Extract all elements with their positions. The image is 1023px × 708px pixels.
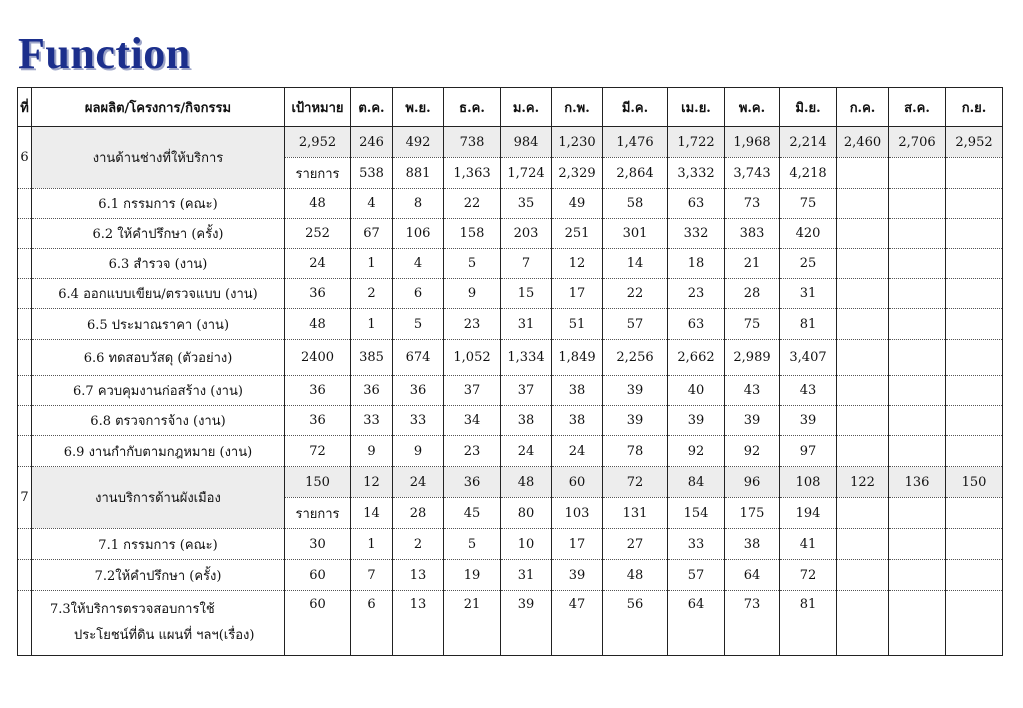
table-row: [18, 436, 1003, 467]
actual-value: [889, 158, 946, 189]
plan-value: 2,952: [946, 127, 1003, 158]
row-number-cell: [18, 376, 32, 406]
monthly-value: 2,662: [668, 340, 725, 376]
monthly-value: 34: [444, 406, 501, 436]
column-header: ต.ค.: [351, 88, 393, 127]
activity-name: 6.8 ตรวจการจ้าง (งาน): [32, 406, 285, 436]
monthly-value: 6: [351, 591, 393, 656]
column-header: ส.ค.: [889, 88, 946, 127]
section-target: 2,952: [285, 127, 351, 158]
monthly-value: 57: [603, 309, 668, 340]
monthly-value: 39: [725, 406, 780, 436]
monthly-value: 5: [393, 309, 444, 340]
monthly-value: 43: [780, 376, 837, 406]
monthly-value: 420: [780, 219, 837, 249]
plan-value: 36: [444, 467, 501, 498]
monthly-value: [837, 279, 889, 309]
plan-value: 246: [351, 127, 393, 158]
monthly-value: [837, 249, 889, 279]
monthly-value: 63: [668, 189, 725, 219]
activity-name: 6.9 งานกำกับตามกฎหมาย (งาน): [32, 436, 285, 467]
plan-value: 1,476: [603, 127, 668, 158]
plan-value: 492: [393, 127, 444, 158]
monthly-value: [946, 249, 1003, 279]
monthly-value: [889, 591, 946, 656]
monthly-value: 5: [444, 529, 501, 560]
monthly-value: [837, 189, 889, 219]
monthly-value: [837, 436, 889, 467]
monthly-value: [946, 436, 1003, 467]
actual-value: 1,363: [444, 158, 501, 189]
plan-value: 1,230: [552, 127, 603, 158]
monthly-value: [889, 529, 946, 560]
activity-name: 6.4 ออกแบบเขียน/ตรวจแบบ (งาน): [32, 279, 285, 309]
monthly-value: 38: [725, 529, 780, 560]
monthly-value: 40: [668, 376, 725, 406]
monthly-value: 36: [393, 376, 444, 406]
activity-name-line: ประโยชน์ที่ดิน แผนที่ ฯลฯ(เรื่อง): [74, 628, 255, 643]
monthly-value: 3,407: [780, 340, 837, 376]
table-row: [18, 219, 1003, 249]
monthly-value: 78: [603, 436, 668, 467]
monthly-value: 2,989: [725, 340, 780, 376]
plan-value: 96: [725, 467, 780, 498]
plan-value: 122: [837, 467, 889, 498]
monthly-value: 18: [668, 249, 725, 279]
column-header: มิ.ย.: [780, 88, 837, 127]
monthly-value: 1: [351, 309, 393, 340]
actual-value: 538: [351, 158, 393, 189]
activity-target: 30: [285, 529, 351, 560]
column-header: พ.ย.: [393, 88, 444, 127]
monthly-value: [946, 189, 1003, 219]
monthly-value: 97: [780, 436, 837, 467]
actual-value: 14: [351, 498, 393, 529]
activity-name: 6.7 ควบคุมงานก่อสร้าง (งาน): [32, 376, 285, 406]
activity-target: 36: [285, 279, 351, 309]
monthly-value: 33: [668, 529, 725, 560]
row-number-cell: [18, 309, 32, 340]
actual-value: 2,864: [603, 158, 668, 189]
monthly-value: 17: [552, 279, 603, 309]
table-row: [18, 529, 1003, 560]
column-header: ผลผลิต/โครงการ/กิจกรรม: [32, 88, 285, 127]
actual-value: 45: [444, 498, 501, 529]
column-header: ที่: [18, 88, 32, 127]
monthly-value: 38: [501, 406, 552, 436]
monthly-value: [837, 309, 889, 340]
plan-value: 984: [501, 127, 552, 158]
monthly-value: 14: [603, 249, 668, 279]
monthly-value: 2: [351, 279, 393, 309]
actual-value: 3,332: [668, 158, 725, 189]
monthly-value: 27: [603, 529, 668, 560]
monthly-value: [889, 436, 946, 467]
monthly-value: 158: [444, 219, 501, 249]
monthly-value: 56: [603, 591, 668, 656]
actual-value: 1,724: [501, 158, 552, 189]
monthly-value: 38: [552, 406, 603, 436]
activity-name: 6.6 ทดสอบวัสดุ (ตัวอย่าง): [32, 340, 285, 376]
monthly-value: 5: [444, 249, 501, 279]
monthly-value: 37: [444, 376, 501, 406]
monthly-value: [837, 376, 889, 406]
monthly-value: 10: [501, 529, 552, 560]
monthly-value: 37: [501, 376, 552, 406]
row-number-cell: [18, 436, 32, 467]
column-header: ม.ค.: [501, 88, 552, 127]
monthly-value: [946, 560, 1003, 591]
monthly-value: 4: [393, 249, 444, 279]
monthly-value: 7: [501, 249, 552, 279]
activity-target: 72: [285, 436, 351, 467]
monthly-value: 75: [725, 309, 780, 340]
monthly-value: 57: [668, 560, 725, 591]
monthly-value: 38: [552, 376, 603, 406]
activity-target: 24: [285, 249, 351, 279]
monthly-value: 72: [780, 560, 837, 591]
monthly-value: 1: [351, 249, 393, 279]
section-number: 7: [18, 467, 32, 529]
plan-value: 1,722: [668, 127, 725, 158]
row-number-cell: [18, 219, 32, 249]
monthly-value: [889, 560, 946, 591]
section-row: [18, 467, 1003, 498]
monthly-value: [889, 249, 946, 279]
monthly-value: 1,849: [552, 340, 603, 376]
activity-name: 6.5 ประมาณราคา (งาน): [32, 309, 285, 340]
activity-target: 36: [285, 376, 351, 406]
actual-value: 80: [501, 498, 552, 529]
monthly-value: [889, 340, 946, 376]
actual-value: 131: [603, 498, 668, 529]
monthly-value: 39: [603, 406, 668, 436]
monthly-value: 23: [668, 279, 725, 309]
monthly-value: 106: [393, 219, 444, 249]
monthly-value: [889, 189, 946, 219]
section-target: 150: [285, 467, 351, 498]
monthly-value: 63: [668, 309, 725, 340]
monthly-value: 19: [444, 560, 501, 591]
monthly-value: [837, 529, 889, 560]
monthly-value: 24: [501, 436, 552, 467]
monthly-value: 75: [780, 189, 837, 219]
column-header: มี.ค.: [603, 88, 668, 127]
table-row: [18, 560, 1003, 591]
activity-target: 60: [285, 591, 351, 656]
table-row: [18, 340, 1003, 376]
monthly-value: [946, 406, 1003, 436]
monthly-value: 1,052: [444, 340, 501, 376]
plan-value: 108: [780, 467, 837, 498]
monthly-value: 31: [501, 309, 552, 340]
column-header: พ.ค.: [725, 88, 780, 127]
activity-target: 2400: [285, 340, 351, 376]
actual-value: [889, 498, 946, 529]
plan-value: 2,214: [780, 127, 837, 158]
plan-value: 136: [889, 467, 946, 498]
monthly-value: 36: [351, 376, 393, 406]
row-number-cell: [18, 340, 32, 376]
monthly-value: [946, 591, 1003, 656]
monthly-value: 21: [444, 591, 501, 656]
column-header: ก.พ.: [552, 88, 603, 127]
monthly-value: [946, 279, 1003, 309]
monthly-value: 25: [780, 249, 837, 279]
column-header: เม.ย.: [668, 88, 725, 127]
actual-value: [946, 158, 1003, 189]
monthly-value: 9: [393, 436, 444, 467]
monthly-value: 22: [603, 279, 668, 309]
column-header: ก.ย.: [946, 88, 1003, 127]
monthly-value: 81: [780, 591, 837, 656]
row-number-cell: [18, 406, 32, 436]
plan-value: 24: [393, 467, 444, 498]
monthly-value: 92: [725, 436, 780, 467]
row-number-cell: [18, 249, 32, 279]
activity-name: 7.1 กรรมการ (คณะ): [32, 529, 285, 560]
monthly-value: 49: [552, 189, 603, 219]
monthly-value: 41: [780, 529, 837, 560]
page-title: Function: [18, 29, 191, 78]
monthly-value: [946, 309, 1003, 340]
plan-value: 738: [444, 127, 501, 158]
monthly-value: [946, 529, 1003, 560]
monthly-value: 35: [501, 189, 552, 219]
monthly-value: 9: [351, 436, 393, 467]
row-number-cell: [18, 529, 32, 560]
actual-value: [837, 158, 889, 189]
header-row: [18, 88, 1003, 127]
activity-name-line: 7.3ให้บริการตรวจสอบการใช้: [50, 602, 215, 617]
monthly-value: 58: [603, 189, 668, 219]
monthly-value: 383: [725, 219, 780, 249]
monthly-value: 12: [552, 249, 603, 279]
monthly-value: 301: [603, 219, 668, 249]
activity-target: 252: [285, 219, 351, 249]
activity-target: 60: [285, 560, 351, 591]
section-number: 6: [18, 127, 32, 189]
column-header: ธ.ค.: [444, 88, 501, 127]
section-name: งานบริการด้านผังเมือง: [32, 467, 285, 529]
activity-name: 6.3 สำรวจ (งาน): [32, 249, 285, 279]
monthly-value: 4: [351, 189, 393, 219]
monthly-value: 73: [725, 189, 780, 219]
monthly-value: [837, 219, 889, 249]
monthly-value: 28: [725, 279, 780, 309]
monthly-value: 7: [351, 560, 393, 591]
section-unit: รายการ: [285, 158, 351, 189]
monthly-value: 251: [552, 219, 603, 249]
monthly-value: [889, 309, 946, 340]
monthly-value: 67: [351, 219, 393, 249]
actual-value: 881: [393, 158, 444, 189]
monthly-value: 15: [501, 279, 552, 309]
monthly-value: 22: [444, 189, 501, 219]
monthly-value: 385: [351, 340, 393, 376]
monthly-value: [837, 560, 889, 591]
actual-value: 103: [552, 498, 603, 529]
monthly-value: 13: [393, 591, 444, 656]
activity-name: 6.2 ให้คำปรึกษา (ครั้ง): [32, 219, 285, 249]
monthly-value: 48: [603, 560, 668, 591]
plan-value: 2,706: [889, 127, 946, 158]
monthly-value: 33: [393, 406, 444, 436]
table-row: [18, 376, 1003, 406]
monthly-value: 31: [780, 279, 837, 309]
monthly-value: 203: [501, 219, 552, 249]
monthly-value: 21: [725, 249, 780, 279]
actual-value: 3,743: [725, 158, 780, 189]
monthly-value: 43: [725, 376, 780, 406]
monthly-value: 13: [393, 560, 444, 591]
monthly-value: [837, 406, 889, 436]
monthly-value: 31: [501, 560, 552, 591]
actual-value: 4,218: [780, 158, 837, 189]
plan-value: 150: [946, 467, 1003, 498]
monthly-value: 332: [668, 219, 725, 249]
actual-value: 175: [725, 498, 780, 529]
monthly-value: 81: [780, 309, 837, 340]
activity-name: 7.2ให้คำปรึกษา (ครั้ง): [32, 560, 285, 591]
monthly-value: 2,256: [603, 340, 668, 376]
actual-value: 2,329: [552, 158, 603, 189]
monthly-value: 64: [725, 560, 780, 591]
monthly-value: 6: [393, 279, 444, 309]
table-row: [18, 406, 1003, 436]
monthly-value: 39: [603, 376, 668, 406]
activity-target: 48: [285, 189, 351, 219]
plan-value: 84: [668, 467, 725, 498]
monthly-value: 39: [501, 591, 552, 656]
monthly-value: [837, 591, 889, 656]
row-number-cell: [18, 560, 32, 591]
monthly-value: [889, 406, 946, 436]
monthly-value: 24: [552, 436, 603, 467]
monthly-value: 39: [552, 560, 603, 591]
monthly-value: 23: [444, 436, 501, 467]
plan-value: 12: [351, 467, 393, 498]
monthly-value: 39: [668, 406, 725, 436]
monthly-value: [837, 340, 889, 376]
monthly-value: [946, 376, 1003, 406]
table-row: [18, 279, 1003, 309]
table-row: [18, 591, 1003, 656]
monthly-value: 2: [393, 529, 444, 560]
row-number-cell: [18, 189, 32, 219]
performance-table: [17, 87, 1003, 656]
table-row: [18, 189, 1003, 219]
monthly-value: 9: [444, 279, 501, 309]
plan-value: 2,460: [837, 127, 889, 158]
table-row: [18, 309, 1003, 340]
monthly-value: 64: [668, 591, 725, 656]
monthly-value: [889, 279, 946, 309]
monthly-value: [946, 340, 1003, 376]
section-row: [18, 127, 1003, 158]
monthly-value: 73: [725, 591, 780, 656]
monthly-value: 674: [393, 340, 444, 376]
actual-value: 154: [668, 498, 725, 529]
monthly-value: 39: [780, 406, 837, 436]
row-number-cell: [18, 591, 32, 656]
table-row: [18, 249, 1003, 279]
column-header: ก.ค.: [837, 88, 889, 127]
activity-name: [32, 591, 285, 656]
monthly-value: 1,334: [501, 340, 552, 376]
section-name: งานด้านช่างที่ให้บริการ: [32, 127, 285, 189]
plan-value: 72: [603, 467, 668, 498]
plan-value: 60: [552, 467, 603, 498]
monthly-value: [889, 376, 946, 406]
column-header: เป้าหมาย: [285, 88, 351, 127]
actual-value: [946, 498, 1003, 529]
monthly-value: 92: [668, 436, 725, 467]
activity-target: 36: [285, 406, 351, 436]
actual-value: [837, 498, 889, 529]
activity-target: 48: [285, 309, 351, 340]
plan-value: 1,968: [725, 127, 780, 158]
monthly-value: [946, 219, 1003, 249]
monthly-value: 33: [351, 406, 393, 436]
actual-value: 28: [393, 498, 444, 529]
actual-value: 194: [780, 498, 837, 529]
row-number-cell: [18, 279, 32, 309]
monthly-value: 51: [552, 309, 603, 340]
monthly-value: [889, 219, 946, 249]
monthly-value: 23: [444, 309, 501, 340]
monthly-value: 1: [351, 529, 393, 560]
section-unit: รายการ: [285, 498, 351, 529]
activity-name: 6.1 กรรมการ (คณะ): [32, 189, 285, 219]
monthly-value: 47: [552, 591, 603, 656]
monthly-value: 17: [552, 529, 603, 560]
monthly-value: 8: [393, 189, 444, 219]
plan-value: 48: [501, 467, 552, 498]
